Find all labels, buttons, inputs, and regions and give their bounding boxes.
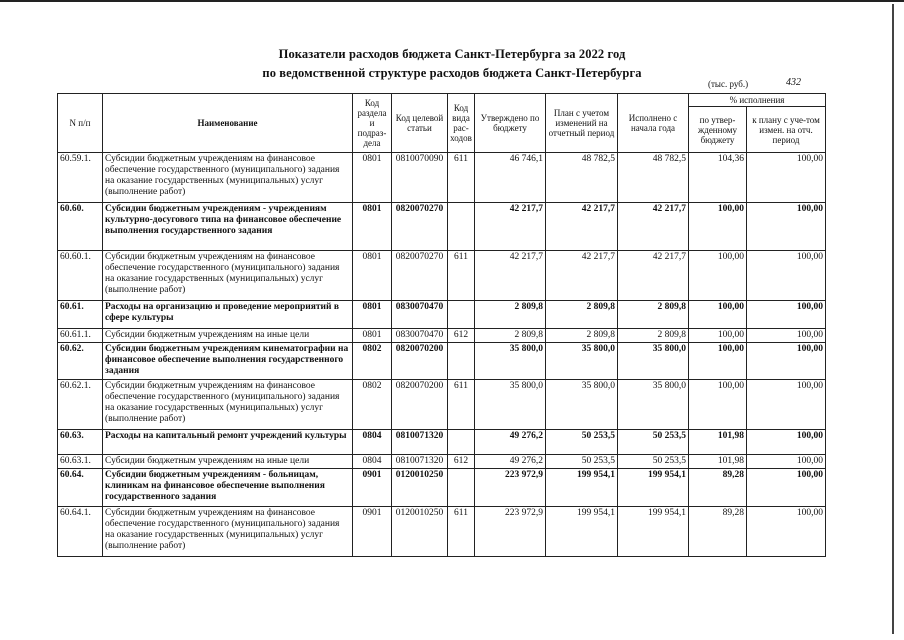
table-row	[58, 430, 826, 455]
row-type-code: 611	[448, 153, 475, 203]
row-approved: 49 276,2	[475, 430, 546, 455]
row-number: 60.59.1.	[58, 153, 103, 203]
row-type-code: 612	[448, 455, 475, 469]
header-type-code: Код вида рас-ходов	[448, 94, 475, 153]
row-pct-budget: 89,28	[689, 469, 747, 507]
row-name: Субсидии бюджетным учреждениям - учреждениям культурно-досугового типа на финансовое обеспечение выполнения государственного задания	[103, 203, 353, 251]
row-section-code: 0801	[353, 203, 392, 251]
table-row	[58, 203, 826, 251]
row-executed: 42 217,7	[618, 251, 689, 301]
row-section-code: 0901	[353, 469, 392, 507]
table-row	[58, 507, 826, 557]
row-pct-budget: 100,00	[689, 380, 747, 430]
row-plan: 2 809,8	[546, 301, 618, 329]
row-approved: 35 800,0	[475, 343, 546, 380]
row-name: Расходы на капитальный ремонт учреждений культуры	[103, 430, 353, 455]
row-executed: 48 782,5	[618, 153, 689, 203]
row-pct-plan: 100,00	[747, 301, 826, 329]
document-title-line-2: по ведомственной структуре расходов бюджета Санкт-Петербурга	[262, 66, 642, 80]
row-section-code: 0802	[353, 380, 392, 430]
row-plan: 2 809,8	[546, 329, 618, 343]
row-pct-budget: 101,98	[689, 455, 747, 469]
row-executed: 199 954,1	[618, 507, 689, 557]
row-type-code	[448, 203, 475, 251]
row-pct-plan: 100,00	[747, 203, 826, 251]
table-row	[58, 301, 826, 329]
row-type-code	[448, 430, 475, 455]
row-executed: 42 217,7	[618, 203, 689, 251]
row-target-code: 0810070090	[392, 153, 448, 203]
row-number: 60.60.1.	[58, 251, 103, 301]
row-target-code: 0820070270	[392, 251, 448, 301]
row-number: 60.60.	[58, 203, 103, 251]
row-section-code: 0801	[353, 301, 392, 329]
row-target-code: 0830070470	[392, 329, 448, 343]
row-pct-plan: 100,00	[747, 343, 826, 380]
row-pct-plan: 100,00	[747, 153, 826, 203]
row-type-code	[448, 301, 475, 329]
row-approved: 223 972,9	[475, 507, 546, 557]
row-pct-plan: 100,00	[747, 507, 826, 557]
row-plan: 50 253,5	[546, 455, 618, 469]
row-pct-budget: 100,00	[689, 301, 747, 329]
row-section-code: 0801	[353, 329, 392, 343]
row-type-code: 611	[448, 380, 475, 430]
table-row	[58, 455, 826, 469]
row-pct-budget: 100,00	[689, 251, 747, 301]
row-pct-budget: 104,36	[689, 153, 747, 203]
row-pct-plan: 100,00	[747, 469, 826, 507]
header-num: N п/п	[58, 94, 103, 153]
row-plan: 42 217,7	[546, 251, 618, 301]
page-number: 432	[786, 77, 801, 88]
row-type-code: 611	[448, 251, 475, 301]
table-row	[58, 343, 826, 380]
row-executed: 199 954,1	[618, 469, 689, 507]
row-plan: 48 782,5	[546, 153, 618, 203]
row-type-code: 611	[448, 507, 475, 557]
row-number: 60.63.	[58, 430, 103, 455]
row-section-code: 0801	[353, 251, 392, 301]
row-approved: 223 972,9	[475, 469, 546, 507]
row-number: 60.64.1.	[58, 507, 103, 557]
row-approved: 42 217,7	[475, 203, 546, 251]
table-row	[58, 380, 826, 430]
row-pct-plan: 100,00	[747, 251, 826, 301]
row-section-code: 0801	[353, 153, 392, 203]
header-plan: План с учетом изменений на отчетный период	[546, 94, 618, 153]
table-row	[58, 329, 826, 343]
row-pct-budget: 100,00	[689, 343, 747, 380]
row-approved: 35 800,0	[475, 380, 546, 430]
units-label: (тыс. руб.)	[708, 79, 749, 89]
row-section-code: 0901	[353, 507, 392, 557]
row-plan: 199 954,1	[546, 507, 618, 557]
row-executed: 50 253,5	[618, 430, 689, 455]
expenditure-table	[57, 93, 826, 557]
scan-edge-top	[0, 0, 904, 2]
row-pct-plan: 100,00	[747, 430, 826, 455]
row-target-code: 0810071320	[392, 430, 448, 455]
row-name: Субсидии бюджетным учреждениям на иные цели	[103, 329, 353, 343]
row-number: 60.62.1.	[58, 380, 103, 430]
row-section-code: 0804	[353, 455, 392, 469]
row-name: Расходы на организацию и проведение мероприятий в сфере культуры	[103, 301, 353, 329]
row-target-code: 0830070470	[392, 301, 448, 329]
table-row	[58, 469, 826, 507]
row-pct-budget: 100,00	[689, 203, 747, 251]
row-pct-budget: 100,00	[689, 329, 747, 343]
row-approved: 49 276,2	[475, 455, 546, 469]
row-plan: 199 954,1	[546, 469, 618, 507]
row-plan: 35 800,0	[546, 343, 618, 380]
row-plan: 42 217,7	[546, 203, 618, 251]
row-pct-budget: 101,98	[689, 430, 747, 455]
row-pct-plan: 100,00	[747, 455, 826, 469]
row-name: Субсидии бюджетным учреждениям на финансовое обеспечение государственного (муниципального) задания на оказание государственных (муниципальных) услуг (выполнение работ)	[103, 251, 353, 301]
row-number: 60.61.	[58, 301, 103, 329]
row-name: Субсидии бюджетным учреждениям на финансовое обеспечение государственного (муниципального) задания на оказание государственных (муниципальных) услуг (выполнение работ)	[103, 507, 353, 557]
row-executed: 50 253,5	[618, 455, 689, 469]
header-target-code: Код целевой статьи	[392, 94, 448, 153]
row-executed: 35 800,0	[618, 380, 689, 430]
scan-edge-right	[892, 4, 894, 634]
row-approved: 2 809,8	[475, 329, 546, 343]
row-target-code: 0810071320	[392, 455, 448, 469]
row-plan: 35 800,0	[546, 380, 618, 430]
row-name: Субсидии бюджетным учреждениям на иные цели	[103, 455, 353, 469]
header-executed: Исполнено с начала года	[618, 94, 689, 153]
row-pct-budget: 89,28	[689, 507, 747, 557]
row-target-code: 0820070200	[392, 380, 448, 430]
row-number: 60.64.	[58, 469, 103, 507]
document-title-line-1: Показатели расходов бюджета Санкт-Петербурга за 2022 год	[278, 47, 626, 61]
row-target-code: 0820070270	[392, 203, 448, 251]
row-executed: 35 800,0	[618, 343, 689, 380]
row-name: Субсидии бюджетным учреждениям на финансовое обеспечение государственного (муниципального) задания на оказание государственных (муниципальных) услуг (выполнение работ)	[103, 153, 353, 203]
row-number: 60.61.1.	[58, 329, 103, 343]
table-body	[58, 153, 826, 557]
row-plan: 50 253,5	[546, 430, 618, 455]
row-target-code: 0120010250	[392, 469, 448, 507]
row-approved: 42 217,7	[475, 251, 546, 301]
row-number: 60.62.	[58, 343, 103, 380]
row-approved: 46 746,1	[475, 153, 546, 203]
header-approved: Утверждено по бюджету	[475, 94, 546, 153]
row-type-code	[448, 469, 475, 507]
row-target-code: 0820070200	[392, 343, 448, 380]
table-row	[58, 251, 826, 301]
row-name: Субсидии бюджетным учреждениям на финансовое обеспечение государственного (муниципального) задания на оказание государственных (муниципальных) услуг (выполнение работ)	[103, 380, 353, 430]
header-name: Наименование	[103, 94, 353, 153]
row-pct-plan: 100,00	[747, 380, 826, 430]
row-section-code: 0804	[353, 430, 392, 455]
row-section-code: 0802	[353, 343, 392, 380]
row-executed: 2 809,8	[618, 301, 689, 329]
header-section-code: Код раздела и подраз-дела	[353, 94, 392, 153]
row-number: 60.63.1.	[58, 455, 103, 469]
row-target-code: 0120010250	[392, 507, 448, 557]
row-name: Субсидии бюджетным учреждениям - больницам, клиникам на финансовое обеспечение выполнения государственного задания	[103, 469, 353, 507]
row-type-code	[448, 343, 475, 380]
row-pct-plan: 100,00	[747, 329, 826, 343]
header-pct-budget: по утвер-жденному бюджету	[689, 107, 747, 153]
table-row	[58, 153, 826, 203]
row-executed: 2 809,8	[618, 329, 689, 343]
header-pct-plan: к плану с уче-том измен. на отч. период	[747, 107, 826, 153]
row-type-code: 612	[448, 329, 475, 343]
row-approved: 2 809,8	[475, 301, 546, 329]
header-pct-group: % исполнения	[689, 94, 826, 107]
row-name: Субсидии бюджетным учреждениям кинематографии на финансовое обеспечение выполнения государственного задания	[103, 343, 353, 380]
